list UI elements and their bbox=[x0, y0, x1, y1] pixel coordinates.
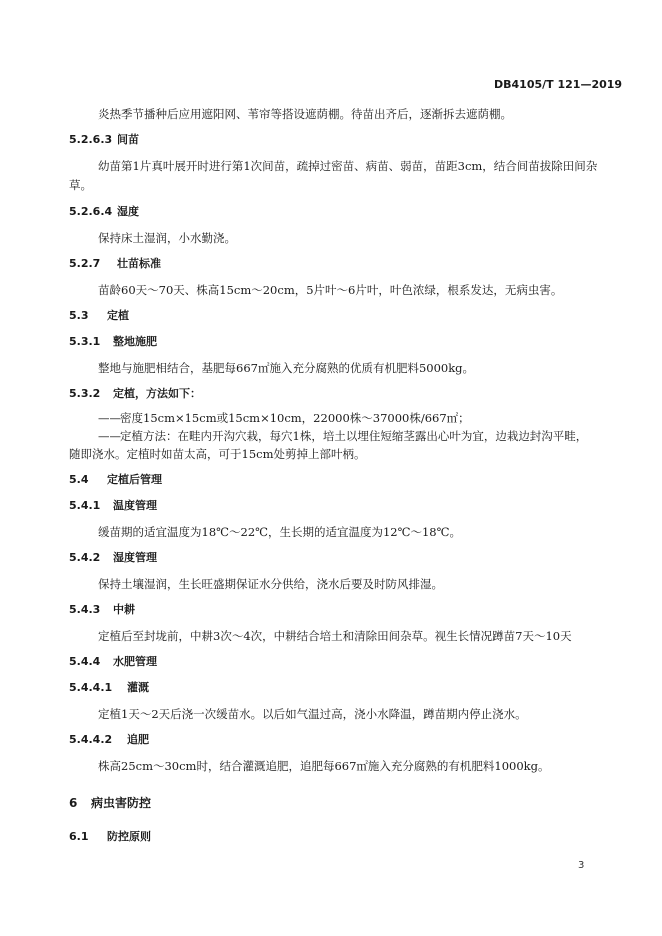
section-number: 5.2.6.3 bbox=[69, 133, 113, 146]
paragraph-5-4-1: 缓苗期的适宜温度为18℃～22℃，生长期的适宜温度为12℃～18℃。 bbox=[98, 525, 461, 539]
page-number: 3 bbox=[578, 860, 585, 871]
chapter-number: 6 bbox=[69, 796, 78, 810]
paragraph-intro: 炎热季节播种后应用遮阳网、苇帘等搭设遮荫棚。待苗出齐后，逐渐拆去遮荫棚。 bbox=[98, 107, 512, 121]
list-item-density bbox=[98, 410, 470, 426]
chapter-title: 病虫害防控 bbox=[91, 796, 152, 810]
paragraph-5-4-2: 保持土壤湿润，生长旺盛期保证水分供给，浇水后要及时防风排湿。 bbox=[98, 577, 443, 591]
section-title: 水肥管理 bbox=[113, 655, 157, 668]
section-title: 壮苗标准 bbox=[117, 257, 161, 270]
list-dash: —— bbox=[98, 411, 121, 425]
section-title: 湿度 bbox=[117, 205, 139, 218]
section-title: 灌溉 bbox=[127, 681, 149, 694]
section-heading-5-2-6-3 bbox=[69, 132, 139, 148]
chapter-heading-6 bbox=[69, 795, 151, 811]
paragraph-5-4-4-2: 株高25cm～30cm时，结合灌溉追肥，追肥每667㎡施入充分腐熟的有机肥料1000kg。 bbox=[98, 759, 550, 773]
section-number: 5.4.2 bbox=[69, 551, 101, 564]
paragraph-5-2-6-3-line2: 草。 bbox=[69, 178, 92, 192]
section-heading-5-4 bbox=[69, 472, 162, 488]
paragraph-5-2-7: 苗龄60天～70天、株高15cm～20cm，5片叶～6片叶，叶色浓绿，根系发达，无病虫害。 bbox=[98, 283, 563, 297]
section-heading-5-4-1 bbox=[69, 498, 157, 514]
section-number: 5.4.3 bbox=[69, 603, 101, 616]
section-title: 防控原则 bbox=[107, 830, 151, 843]
paragraph-5-4-3: 定植后至封垅前，中耕3次～4次，中耕结合培土和清除田间杂草。视生长情况蹲苗7天～10天 bbox=[98, 629, 572, 643]
list-item-text: 定植方法：在畦内开沟穴栽，每穴1株，培土以埋住短缩茎露出心叶为宜，边栽边封沟平畦， bbox=[120, 429, 588, 443]
section-heading-5-3-2 bbox=[69, 386, 201, 402]
section-number: 5.3.2 bbox=[69, 387, 101, 400]
section-title: 定植 bbox=[107, 309, 129, 322]
section-number: 5.4 bbox=[69, 473, 89, 486]
section-number: 5.2.7 bbox=[69, 257, 101, 270]
section-title: 定植后管理 bbox=[107, 473, 162, 486]
section-number: 5.4.4 bbox=[69, 655, 101, 668]
paragraph-5-2-6-4: 保持床土湿润，小水勤浇。 bbox=[98, 231, 236, 245]
section-heading-5-3-1 bbox=[69, 334, 157, 350]
section-title: 温度管理 bbox=[113, 499, 157, 512]
section-heading-5-4-4 bbox=[69, 654, 157, 670]
section-number: 5.4.4.2 bbox=[69, 733, 113, 746]
section-heading-5-4-2 bbox=[69, 550, 157, 566]
list-item-method bbox=[98, 428, 587, 444]
section-number: 5.3.1 bbox=[69, 335, 101, 348]
section-heading-5-2-7 bbox=[69, 256, 161, 272]
section-heading-5-4-4-1 bbox=[69, 680, 149, 696]
section-heading-5-3 bbox=[69, 308, 129, 324]
section-title: 中耕 bbox=[113, 603, 135, 616]
paragraph-5-2-6-3-line1: 幼苗第1片真叶展开时进行第1次间苗，疏掉过密苗、病苗、弱苗，苗距3cm，结合间苗拔除田间杂 bbox=[98, 159, 598, 173]
section-title: 整地施肥 bbox=[113, 335, 157, 348]
paragraph-5-4-4-1: 定植1天～2天后浇一次缓苗水。以后如气温过高，浇小水降温，蹲苗期内停止浇水。 bbox=[98, 707, 527, 721]
list-item-method-cont: 随即浇水。定植时如苗太高，可于15cm处剪掉上部叶柄。 bbox=[69, 447, 366, 461]
document-id: DB4105/T 121—2019 bbox=[494, 78, 623, 91]
section-title: 湿度管理 bbox=[113, 551, 157, 564]
section-heading-5-4-4-2 bbox=[69, 732, 149, 748]
section-number: 5.2.6.4 bbox=[69, 205, 113, 218]
section-number: 6.1 bbox=[69, 830, 89, 843]
section-heading-5-2-6-4 bbox=[69, 204, 139, 220]
list-dash: —— bbox=[98, 429, 121, 443]
list-item-text: 密度15cm×15cm或15cm×10cm，22000株～37000株/667㎡； bbox=[120, 411, 470, 425]
section-number: 5.4.1 bbox=[69, 499, 101, 512]
section-heading-6-1 bbox=[69, 829, 151, 845]
section-number: 5.4.4.1 bbox=[69, 681, 113, 694]
section-title: 间苗 bbox=[117, 133, 139, 146]
section-title: 定植，方法如下： bbox=[113, 387, 201, 400]
section-heading-5-4-3 bbox=[69, 602, 135, 618]
section-number: 5.3 bbox=[69, 309, 89, 322]
paragraph-5-3-1: 整地与施肥相结合，基肥每667㎡施入充分腐熟的优质有机肥料5000kg。 bbox=[98, 361, 475, 375]
section-title: 追肥 bbox=[127, 733, 149, 746]
